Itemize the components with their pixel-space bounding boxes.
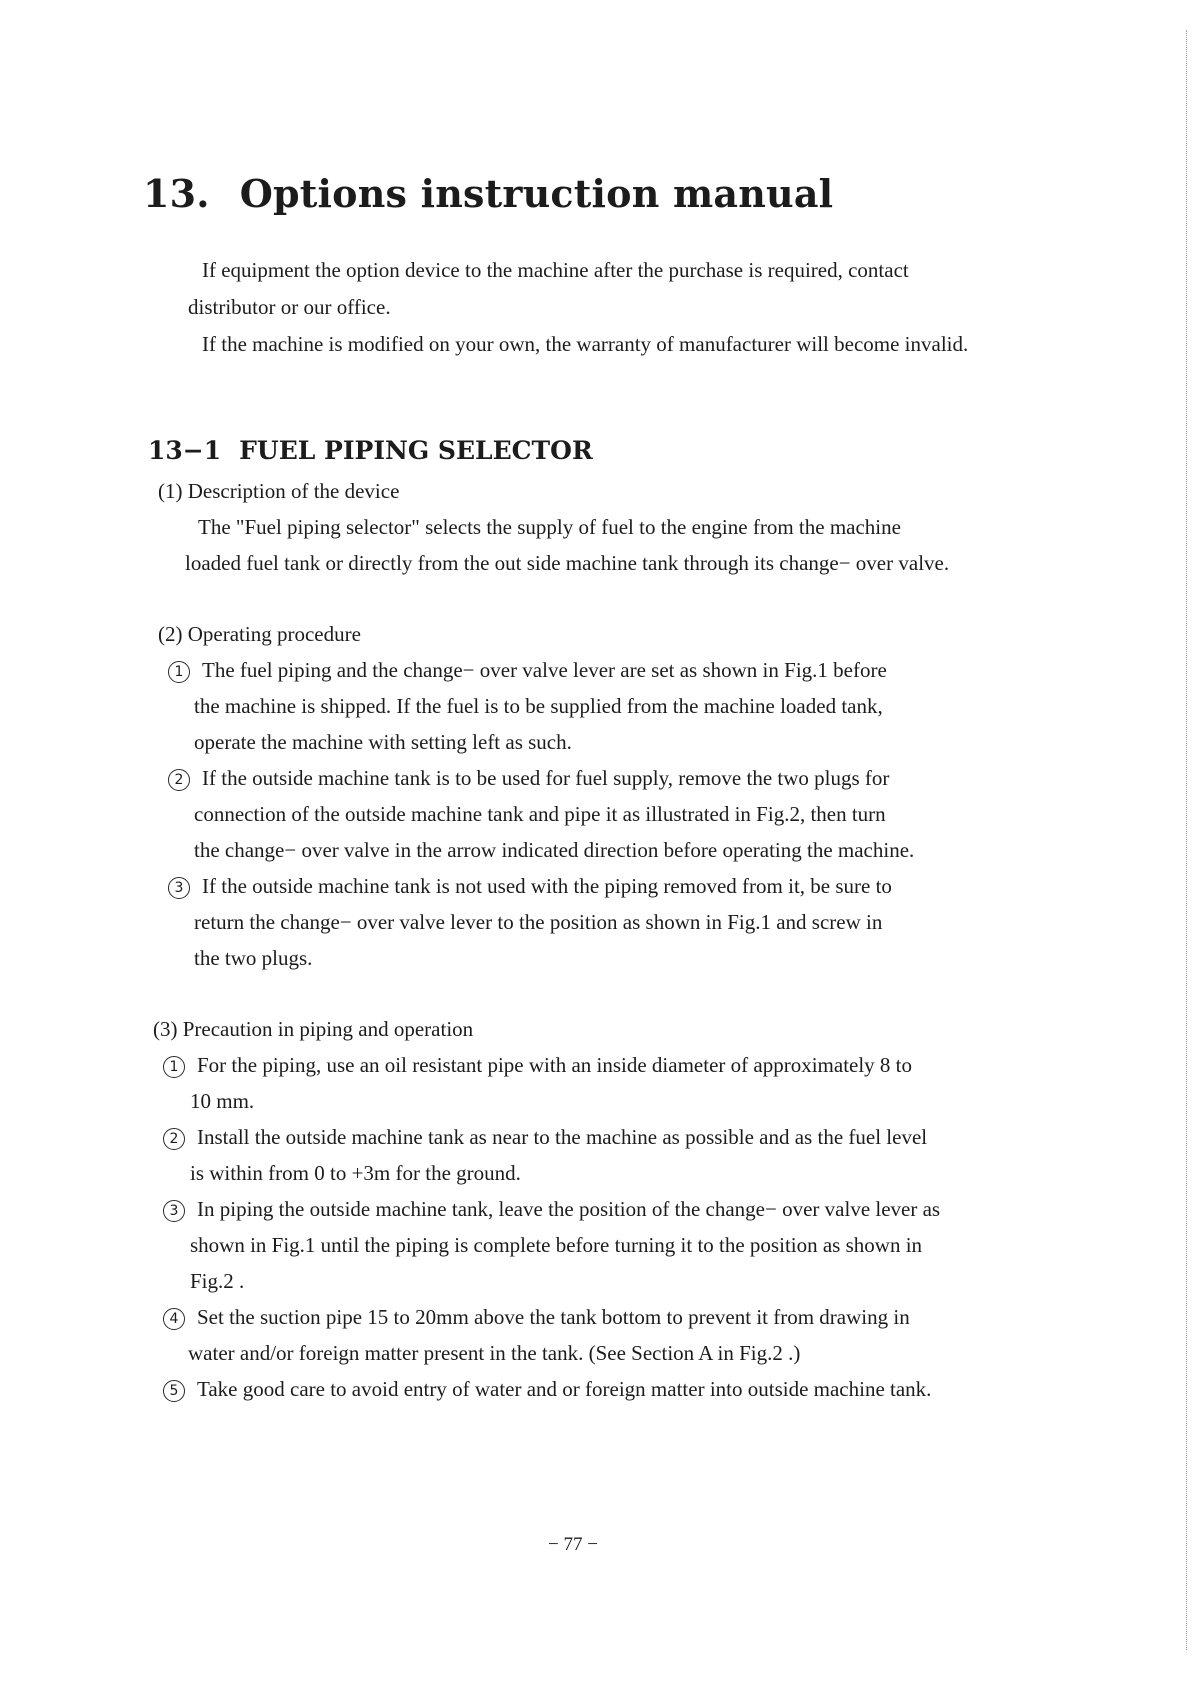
section-title: FUEL PIPING SELECTOR: [239, 436, 593, 465]
circled-number-1-icon: 1: [168, 661, 190, 683]
procedure-item-3-line-3: the two plugs.: [194, 946, 313, 970]
precaution-heading: (3) Precaution in piping and operation: [153, 1017, 474, 1041]
circled-number-4-icon: 4: [163, 1308, 185, 1330]
circled-number-2-icon: 2: [168, 769, 190, 791]
precaution-item-3-line-2: shown in Fig.1 until the piping is complete before turning it to the position as shown in: [190, 1233, 923, 1257]
circled-number-3-icon: 3: [168, 877, 190, 899]
precaution-item-1-line-1: 1 For the piping, use an oil resistant pipe with an inside diameter of approximately 8 to: [163, 1051, 912, 1079]
section-number: 13−1: [148, 436, 222, 465]
description-heading: (1) Description of the device: [158, 479, 400, 503]
page-title: [143, 170, 833, 218]
intro-line-3: If the machine is modified on your own, the warranty of manufacturer will become invalid.: [202, 332, 969, 356]
precaution-item-3-line-1: 3 In piping the outside machine tank, leave the position of the change− over valve lever as: [163, 1195, 940, 1223]
procedure-item-3-line-1: 3 If the outside machine tank is not used with the piping removed from it, be sure to: [168, 872, 892, 900]
description-line-2: loaded fuel tank or directly from the out side machine tank through its change− over valve.: [185, 551, 950, 575]
procedure-item-1-line-3: operate the machine with setting left as such.: [194, 730, 572, 754]
scan-edge-line: [1186, 30, 1187, 1650]
procedure-heading: (2) Operating procedure: [158, 622, 361, 646]
precaution-item-2-line-1: 2 Install the outside machine tank as near to the machine as possible and as the fuel level: [163, 1123, 927, 1151]
chapter-number: 13.: [143, 171, 210, 216]
precaution-item-3-line-3: Fig.2 .: [190, 1269, 245, 1293]
precaution-item-5-line-1: 5 Take good care to avoid entry of water and or foreign matter into outside machine tank.: [163, 1375, 931, 1403]
circled-number-2-icon: 2: [163, 1128, 185, 1150]
precaution-item-2-line-2: is within from 0 to +3m for the ground.: [190, 1161, 521, 1185]
circled-number-1-icon: 1: [163, 1056, 185, 1078]
circled-number-5-icon: 5: [163, 1380, 185, 1402]
circled-number-3-icon: 3: [163, 1200, 185, 1222]
procedure-item-1-line-1: 1 The fuel piping and the change− over valve lever are set as shown in Fig.1 before: [168, 656, 887, 684]
description-line-1: The "Fuel piping selector" selects the supply of fuel to the engine from the machine: [198, 515, 901, 539]
procedure-item-2-line-1: 2 If the outside machine tank is to be used for fuel supply, remove the two plugs for: [168, 764, 889, 792]
chapter-title: Options instruction manual: [239, 171, 834, 216]
intro-line-2: distributor or our office.: [188, 295, 391, 319]
procedure-item-3-line-2: return the change− over valve lever to the position as shown in Fig.1 and screw in: [194, 910, 883, 934]
procedure-item-2-line-2: connection of the outside machine tank and pipe it as illustrated in Fig.2, then turn: [194, 802, 886, 826]
section-heading: [148, 434, 593, 468]
procedure-item-1-line-2: the machine is shipped. If the fuel is to be supplied from the machine loaded tank,: [194, 694, 883, 718]
precaution-item-4-line-1: 4 Set the suction pipe 15 to 20mm above the tank bottom to prevent it from drawing in: [163, 1303, 910, 1331]
precaution-item-1-line-2: 10 mm.: [190, 1089, 255, 1113]
procedure-item-2-line-3: the change− over valve in the arrow indicated direction before operating the machine.: [194, 838, 915, 862]
page-number: − 77 −: [548, 1534, 598, 1555]
intro-line-1: If equipment the option device to the machine after the purchase is required, contact: [202, 258, 909, 282]
precaution-item-4-line-2: water and/or foreign matter present in the tank. (See Section A in Fig.2 .): [188, 1341, 801, 1365]
